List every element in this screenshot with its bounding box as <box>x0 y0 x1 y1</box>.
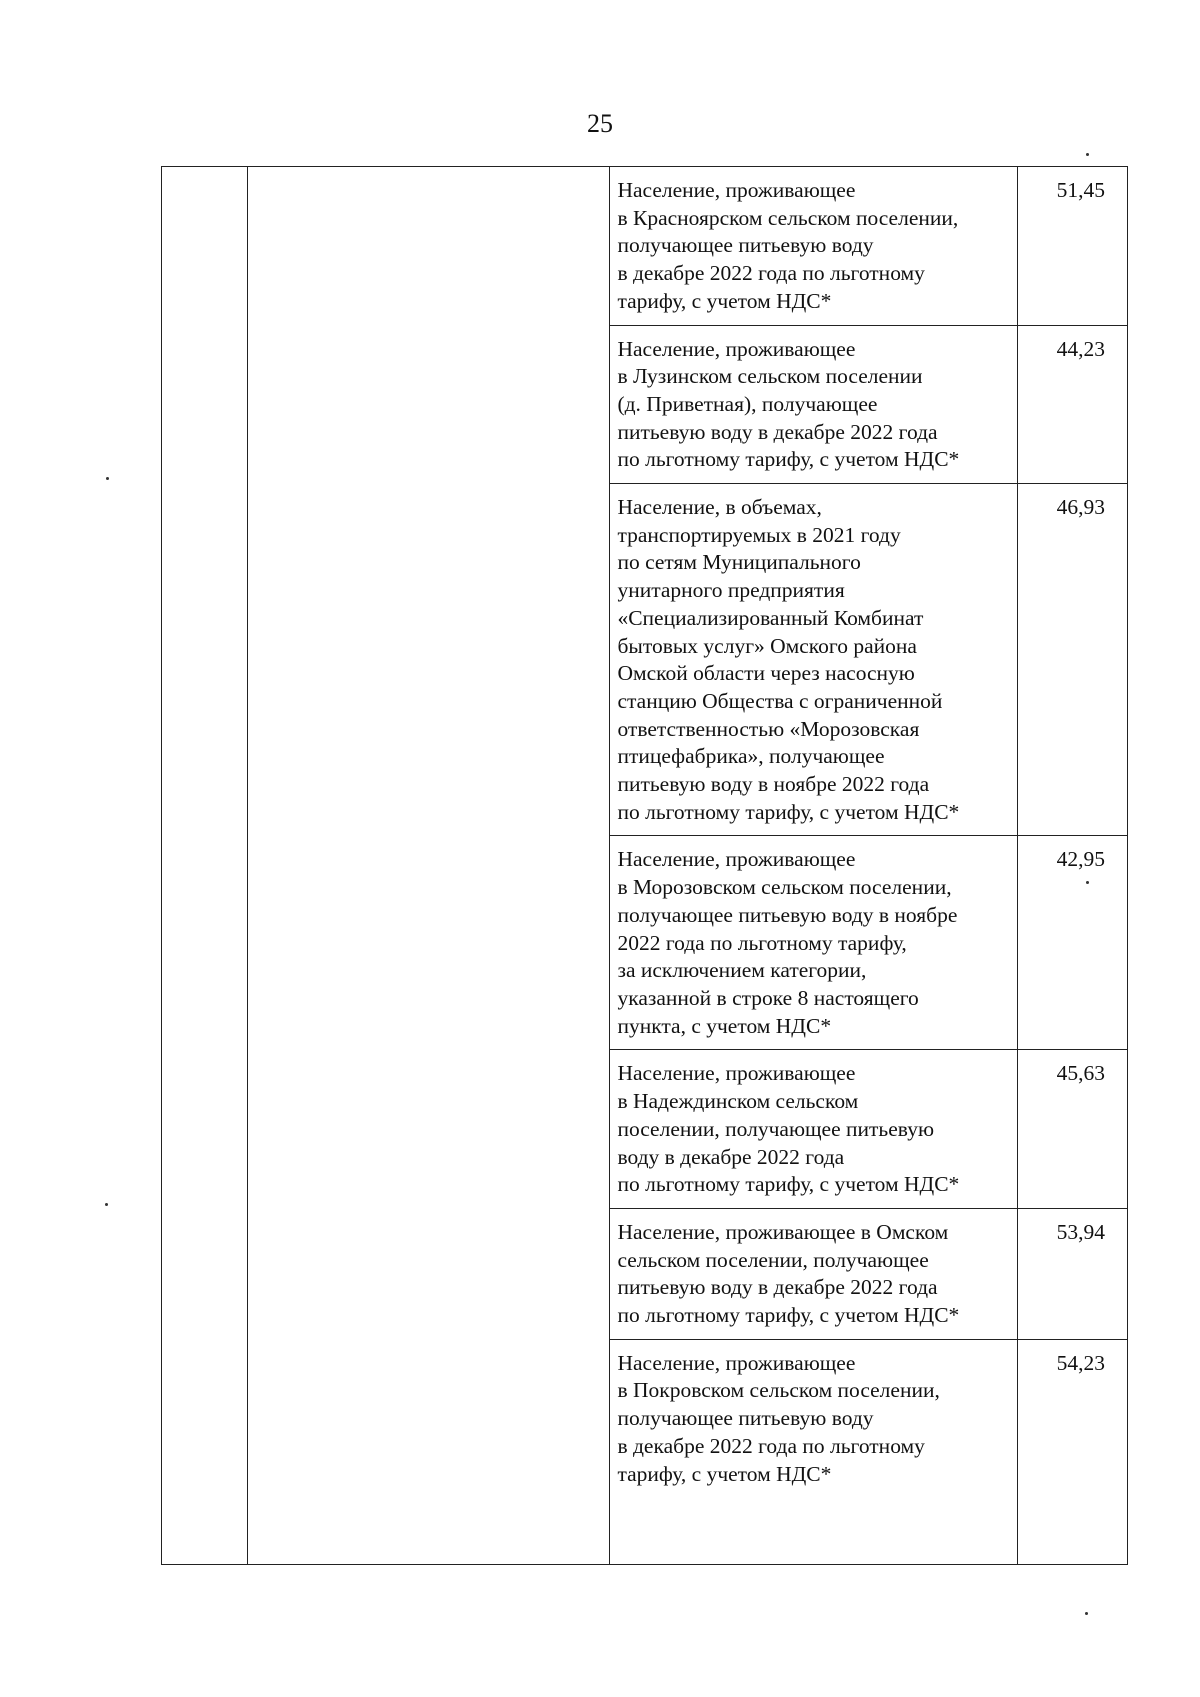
category-description: Население, в объемах, транспортируемых в 2021 году по сетям Муниципального унитарного предприятия «Специализированный Комбинат бытовых услуг» Омского района Омской области через насосную станцию Общества с ограниченной ответственностью «Морозовская птицефабрика», получающее питьевую воду в ноябре 2022 года по льготному тарифу, с учетом НДС* <box>610 484 1017 836</box>
category-description: Население, проживающее в Покровском сельском поселении, получающее питьевую воду в декабре 2022 года по льготному тарифу, с учетом НДС* <box>610 1339 1017 1564</box>
name-column-cell <box>248 167 610 1565</box>
tariff-value: 53,94 <box>1017 1208 1127 1339</box>
category-description: Население, проживающее в Надеждинском сельском поселении, получающее питьевую воду в декабре 2022 года по льготному тарифу, с учетом НДС* <box>610 1050 1017 1209</box>
tariff-value: 44,23 <box>1017 325 1127 484</box>
tariff-value: 51,45 <box>1017 167 1127 326</box>
category-description: Население, проживающее в Омском сельском поселении, получающее питьевую воду в декабре 2022 года по льготному тарифу, с учетом НДС* <box>610 1208 1017 1339</box>
scan-speck <box>1086 153 1089 156</box>
scan-speck <box>1085 1612 1088 1615</box>
table-row <box>162 167 1128 326</box>
scan-speck <box>106 477 109 480</box>
category-description: Население, проживающее в Морозовском сельском поселении, получающее питьевую воду в ноябре 2022 года по льготному тарифу, за исключением категории, указанной в строке 8 настоящего пункта, с учетом НДС* <box>610 836 1017 1050</box>
tariff-value: 45,63 <box>1017 1050 1127 1209</box>
tariff-value: 42,95 <box>1017 836 1127 1050</box>
number-column-cell <box>162 167 248 1565</box>
tariff-table <box>161 166 1128 1565</box>
tariff-value: 54,23 <box>1017 1339 1127 1564</box>
scan-speck <box>105 1203 108 1206</box>
tariff-value: 46,93 <box>1017 484 1127 836</box>
category-description: Население, проживающее в Лузинском сельском поселении (д. Приветная), получающее питьевую воду в декабре 2022 года по льготному тарифу, с учетом НДС* <box>610 325 1017 484</box>
page-number: 25 <box>587 109 613 138</box>
category-description: Население, проживающее в Красноярском сельском поселении, получающее питьевую воду в декабре 2022 года по льготному тарифу, с учетом НДС* <box>610 167 1017 326</box>
